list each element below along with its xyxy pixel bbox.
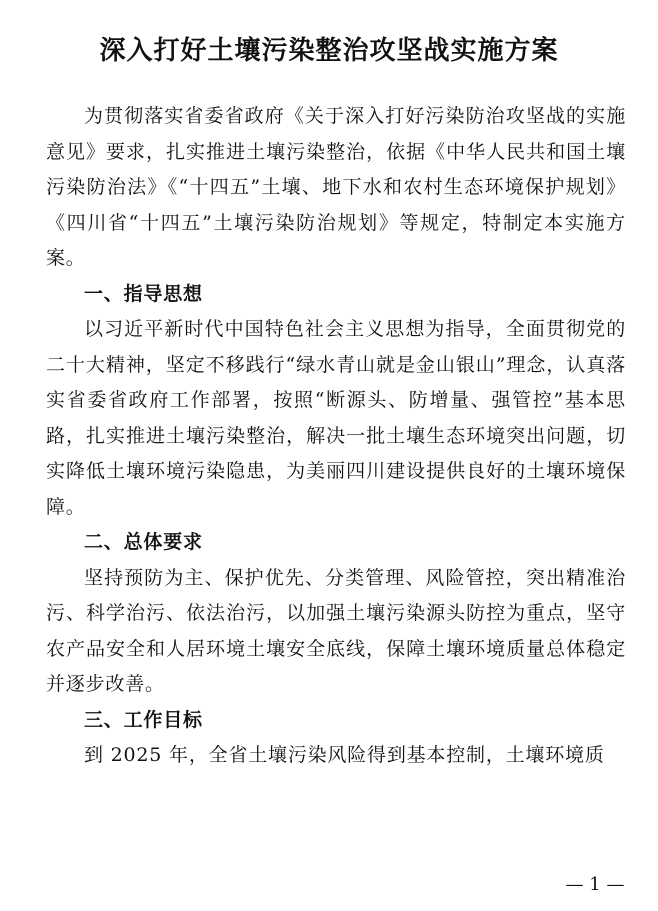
section-text-work-goals: 到 2025 年，全省土壤污染风险得到基本控制，土壤环境质 — [84, 744, 605, 766]
section-heading-work-goals: 三、工作目标 — [84, 708, 203, 731]
section-text-general-requirements: 坚持预防为主、保护优先、分类管理、风险管控，突出精准治污、科学治污、依法治污，以加强土壤污染源头防控为重点，坚守农产品安全和人居环境土壤安全底线，保障土壤环境质量总体稳定并逐步改善。 — [46, 566, 626, 695]
section-heading-general-requirements: 二、总体要求 — [84, 531, 203, 553]
intro-paragraph: 为贯彻落实省委省政府《关于深入打好污染防治攻坚战的实施意见》要求，扎实推进土壤污染整治，依据《中华人民共和国土壤污染防治法》《“十四五”土壤、地下水和农村生态环境保护规划》《四川省“十四五”土壤污染防治规划》等规定，特制定本实施方案。 — [46, 105, 626, 269]
document-body — [46, 99, 626, 774]
section-text-guiding-ideology: 以习近平新时代中国特色社会主义思想为指导，全面贯彻党的二十大精神，坚定不移践行“绿水青山就是金山银山”理念，认真落实省委省政府工作部署，按照“断源头、防增量、强管控”基本思路，扎实推进土壤污染整治，解决一批土壤生态环境突出问题，切实降低土壤环境污染隐患，为美丽四川建设提供良好的土壤环境保障。 — [46, 318, 626, 518]
document-title: 深入打好土壤污染整治攻坚战实施方案 — [99, 36, 559, 67]
page-number: — 1 — — [565, 874, 625, 895]
section-heading-guiding-ideology: 一、指导思想 — [84, 282, 203, 305]
